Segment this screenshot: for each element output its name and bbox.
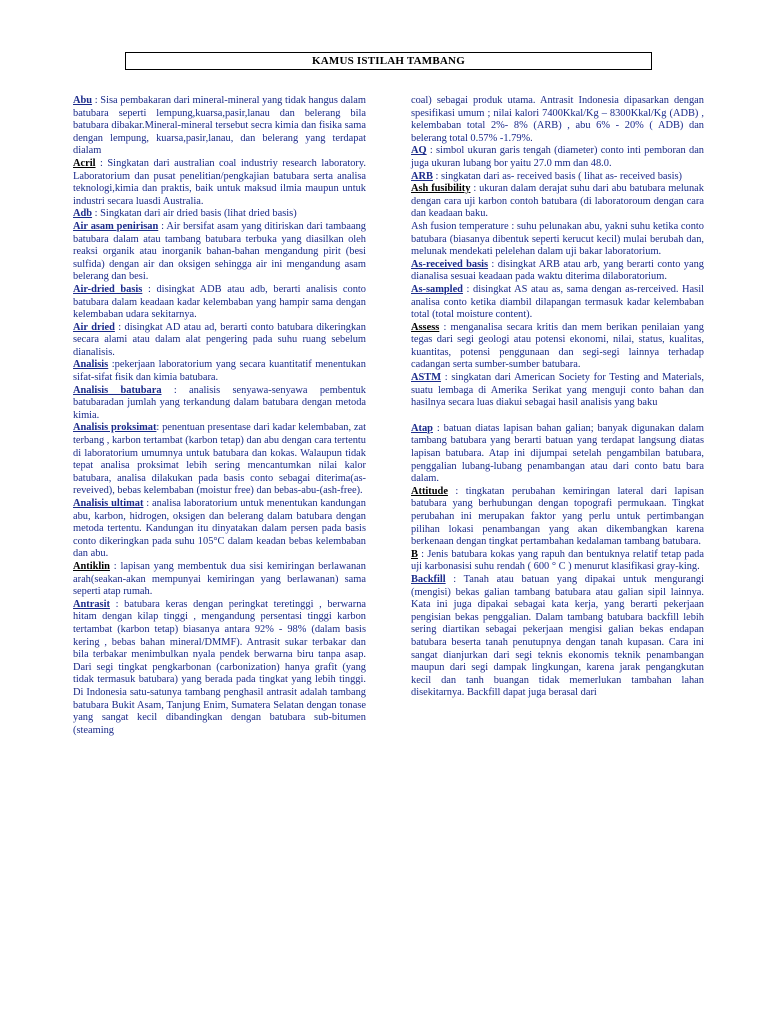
term: Analisis proksimat bbox=[73, 422, 157, 434]
left-column bbox=[73, 95, 366, 737]
definition: analisis senyawa-senyawa pembentuk batubaradan jumlah yang terkandung dalam batubara dengan metoda kimia. bbox=[73, 384, 366, 421]
entry-as-sampled bbox=[411, 284, 704, 322]
definition: menganalisa secara kritis dan mem berikan penilaian yang tegas dari segi geologi atau potensi ekonomi, nilai, status, kualitas, kuantitas, potensi penggunaan dan segi-segi lainnya terhadap cadangan serta sumber-sumber batubara. bbox=[411, 321, 704, 371]
term-separator: : bbox=[109, 598, 125, 610]
definition: ukuran dalam derajat suhu dari abu batubara melunak dengan cara uji karbon contoh batubara (di laboratoroum dengan cara dan keadaan baku. bbox=[411, 183, 704, 220]
entry-antrasit-continued bbox=[411, 95, 704, 145]
term: As-sampled bbox=[411, 283, 463, 295]
definition: Tanah atau batuan yang dipakai untuk mengurangi (mengisi) bekas galian tambang batubara atau galian sipil lainnya. Kata ini juga dipakai sebagai kata kerja, yang berarti pekerjaan pengisian bekas penggalian. Dalam tambang batubara backfill lebih sering diartikan sebagai pekerjaan mengisi galian bekas endapan batubara beserta tanah penutupnya dengan tanah kupasan. Cara ini sangat dianjurkan dari segi teknis ekonomis teknik penambangan maupun dari segi dampak lingkungan, karena jarak pengangkutan kecil dan tanh buangan tidak memerlukan tambahan lahan disekitarnya. Backfill dapat juga berasal dari bbox=[411, 573, 704, 699]
entry-b bbox=[411, 549, 704, 574]
term-separator: : bbox=[445, 573, 464, 585]
term-separator: : bbox=[92, 208, 101, 220]
definition: Air bersifat asam yang ditiriskan dari tambaang batubara dalam atau tambang batubara terbuka yang diasilkan oleh reaksi organik atau inorganik bahan-bahan mengandung pirit (besi sulfida) dengan air dan oksigen sehingga air ini mengandung asam belerang dan besi. bbox=[73, 220, 366, 283]
term: As-received basis bbox=[411, 258, 489, 270]
term-separator: : bbox=[447, 485, 466, 497]
entry-air-dried-basis bbox=[73, 284, 366, 322]
term: Acril bbox=[73, 157, 96, 169]
entry-atap bbox=[411, 423, 704, 486]
term-separator: : bbox=[470, 183, 480, 195]
entry-adb bbox=[73, 208, 366, 221]
term-separator: : bbox=[432, 170, 442, 182]
term: Antiklin bbox=[73, 560, 110, 572]
definition: tingkatan perubahan kemiringan lateral dari lapisan batubara yang berhubungan dengan topografi permukaan. Tingkat perubahan ini merupakan faktor yang perlu untuk pertimbangan pilihan lokasi penambangan yang akan dikembangkan karena berkenaan dengan tingkat pertambahan kedalaman tambang batubara. bbox=[411, 485, 704, 548]
term-separator: : bbox=[156, 422, 163, 434]
term-separator: : bbox=[439, 321, 451, 333]
definition: analisa laboratorium untuk menentukan kandungan abu, karbon, hidrogen, oksigen dan belerang dalam batubara dengan metoda tertentu. Kandungan itu dinyatakan dalam persen pada basis conto dikeringkan pada suhu 105°C dalam keadan bebas kelembaban dan abu. bbox=[73, 498, 366, 560]
definition: disingkat ARB atau arb, yang berarti conto yang dianalisa sesuai keadaan pada waktu diterima dilaboratorium. bbox=[411, 258, 704, 283]
term: Air dried bbox=[73, 321, 115, 333]
term: Analisis ultimat bbox=[73, 498, 144, 509]
term-separator: : bbox=[114, 321, 125, 333]
definition: batuan diatas lapisan bahan galian; banyak digunakan dalam tambang batubara yang berarti batuan yang terdapat langsung diatas lapisan batubara. Atap ini dijumpai setelah pengambilan batubara, penggalian lubang-lubang penambangan atau dari conto batu bara dalam. bbox=[411, 422, 704, 485]
definition: Singkatan dari air dried basis (lihat dried basis) bbox=[100, 208, 297, 220]
entry-antrasit bbox=[73, 599, 366, 738]
entry-acril bbox=[73, 158, 366, 208]
term-separator: : bbox=[92, 95, 101, 106]
definition: disingkat AS atau as, sama dengan as-rerceived. Hasil analisa conto ketika diambil dilapangan termasuk kadar kelembaban total (total moisture content). bbox=[411, 283, 704, 321]
term-separator: : bbox=[95, 157, 108, 169]
entry-attitude bbox=[411, 486, 704, 549]
definition: singkatan dari American Society for Testing and Materials, suatu lembaga di Amerika Serikat yang menguji conto bahan dan hasilnya secara luas diakui sebagai hasil analisis yang baku bbox=[411, 372, 704, 409]
term: AQ bbox=[411, 145, 427, 157]
term-separator: : bbox=[109, 560, 121, 572]
entry-ash-fusion-temperature bbox=[411, 221, 704, 259]
term-separator: : bbox=[108, 359, 115, 371]
definition: lapisan yang membentuk dua sisi kemiringan berlawanan arah(seakan-akan mempunyai kemiringan yang berlawanan) sama seperti atap rumah. bbox=[73, 560, 366, 598]
right-column bbox=[411, 95, 704, 700]
entry-analisis-batubara bbox=[73, 385, 366, 423]
entry-air-dried bbox=[73, 322, 366, 360]
term-separator: : bbox=[432, 422, 444, 434]
term: Backfill bbox=[411, 573, 446, 585]
page-title: KAMUS ISTILAH TAMBANG bbox=[125, 52, 652, 70]
term: ARB bbox=[411, 170, 433, 182]
entry-ash-fusibility bbox=[411, 183, 704, 221]
definition: Sisa pembakaran dari mineral-mineral yang tidak hangus dalam batubara seperti lempung,kuarsa,pasir,lanau dan belerang bila batubara dibakar.Mineral-mineral tersebut secra kimia dan fisika sama dengan lempung, kuarsa,pasir,lanau, dan belerang yang terdapat dialam bbox=[73, 95, 366, 157]
definition: disingkat ADB atau adb, berarti analisis conto batubara dalam keadaan kadar kelembaban yang hampir sama dengan kelembaban udara sekitarnya. bbox=[73, 283, 366, 321]
term-separator: : bbox=[158, 220, 167, 232]
entry-analisis bbox=[73, 359, 366, 384]
term: Air asam penirisan bbox=[73, 220, 159, 232]
term: Atap bbox=[411, 422, 433, 434]
definition: Jenis batubara kokas yang rapuh dan bentuknya relatif tetap pada uji karbonasisi suhu rendah ( 600 ° C ) menurut klasifikasi gray-king. bbox=[411, 548, 704, 573]
definition: singkatan dari as- received basis ( lihat as- received basis) bbox=[441, 170, 682, 182]
entry-antiklin bbox=[73, 561, 366, 599]
term: Air-dried basis bbox=[73, 283, 143, 295]
entry-abu bbox=[73, 95, 366, 158]
term: Attitude bbox=[411, 485, 448, 497]
definition: coal) sebagai produk utama. Antrasit Indonesia dipasarkan dengan spesifikasi umum ; nilai kalori 7400Kkal/Kg – 8300Kkal/Kg (ADB) , kelembaban total 2%- 8% (ARB) , abu 6% - 20% ( ADB) dan belerang total 0.57% -1.79%. bbox=[411, 95, 704, 144]
entry-assess bbox=[411, 322, 704, 372]
term: Assess bbox=[411, 321, 440, 333]
definition: penentuan presentase dari kadar kelembaban, zat terbang , karbon tertambat (karbon tetap) dan abu dengan cara tertentu di laboratorium umumnya untuk batubara dan kokas. Walaupun tidak tepat analisa proksimat lebih sering mencantumkan nilai kalor batubara, analisa dilakukan pada basis conto sebagai diterima(as-reveived), bebas kelembaban (moistur free) dan bebas-abu-(ash-free). bbox=[73, 422, 366, 497]
term: B bbox=[411, 548, 418, 560]
term-separator: : bbox=[142, 283, 157, 295]
term: Abu bbox=[73, 95, 93, 106]
term-separator: : bbox=[488, 258, 498, 270]
definition: simbol ukuran garis tengah (diameter) conto inti pemboran dan juga ukuran lubang bor yaitu 27.0 mm dan 48.0. bbox=[411, 145, 704, 169]
term-separator: : bbox=[143, 498, 153, 509]
definition: disingkat AD atau ad, berarti conto batubara dikeringkan secara alami atau dalam alat pengering pada suhu ruang sebelum dianalisis. bbox=[73, 321, 366, 358]
term: Analisis bbox=[73, 359, 109, 371]
definition: pekerjaan laboratorium yang secara kuantitatif menentukan sifat-sifat fisik dan kimia batubara. bbox=[73, 359, 366, 384]
term-separator: : bbox=[417, 548, 428, 560]
entry-air-asam-penirisan bbox=[73, 221, 366, 284]
entry-astm bbox=[411, 372, 704, 410]
entry-backfill bbox=[411, 574, 704, 700]
term-separator: : bbox=[426, 145, 437, 157]
entry-analisis-ultimat bbox=[73, 498, 366, 561]
term: Analisis batubara bbox=[73, 384, 162, 396]
term: ASTM bbox=[411, 372, 442, 384]
entry-analisis-proksimat bbox=[73, 422, 366, 498]
term-separator: : bbox=[441, 372, 452, 384]
term-separator: : bbox=[161, 384, 190, 396]
term-separator: : bbox=[462, 283, 473, 295]
entry-as-received-basis bbox=[411, 259, 704, 284]
definition: Ash fusion temperature : suhu pelunakan abu, yakni suhu ketika conto batubara (biasanya dibentuk seperti kerucut kecil) mulai berubah dan, melunak mendekati pelelehan dalam uji bakar laboratorium. bbox=[411, 220, 704, 258]
entry-arb bbox=[411, 171, 704, 184]
term: Adb bbox=[73, 208, 93, 220]
entry-aq bbox=[411, 145, 704, 170]
definition: Singkatan dari australian coal industriy research laboratory. Laboratorium dan pusat penelitian/pengkajian batubara serta analisa teknologi,kimia dan praktis, baik untuk maksud ilmia maupun untuk industri secara luasdi Australia. bbox=[73, 157, 366, 207]
term: Antrasit bbox=[73, 598, 110, 610]
term: Ash fusibility bbox=[411, 183, 471, 195]
definition: batubara keras dengan peringkat teretinggi , berwarna hitam dengan kilap tinggi , mengandung persentasi tinggi karbon tertambat (karbon tetap) biasanya antara 92% - 98% (dalam basis kering , bebas bahan mineral/DMMF). Antrasit sukar terbakar dan bila terbakar menimbulkan nyala pendek berwarna biru tanpa asap. Dari segi tingkat pengkarbonan (carbonization) hanya grafit (yang tidak termasuk batubara) yang berada pada tingkat yang lebih tinggi. Di Indonesia satu-satunya tambang penghasil antrasit adalah tambang batubara Bukit Asam, Tanjung Enim, Sumatera Selatan dengan tonase yang sangat kecil dibandingkan dengan batubara sub-bitumen (steaming bbox=[73, 598, 366, 736]
